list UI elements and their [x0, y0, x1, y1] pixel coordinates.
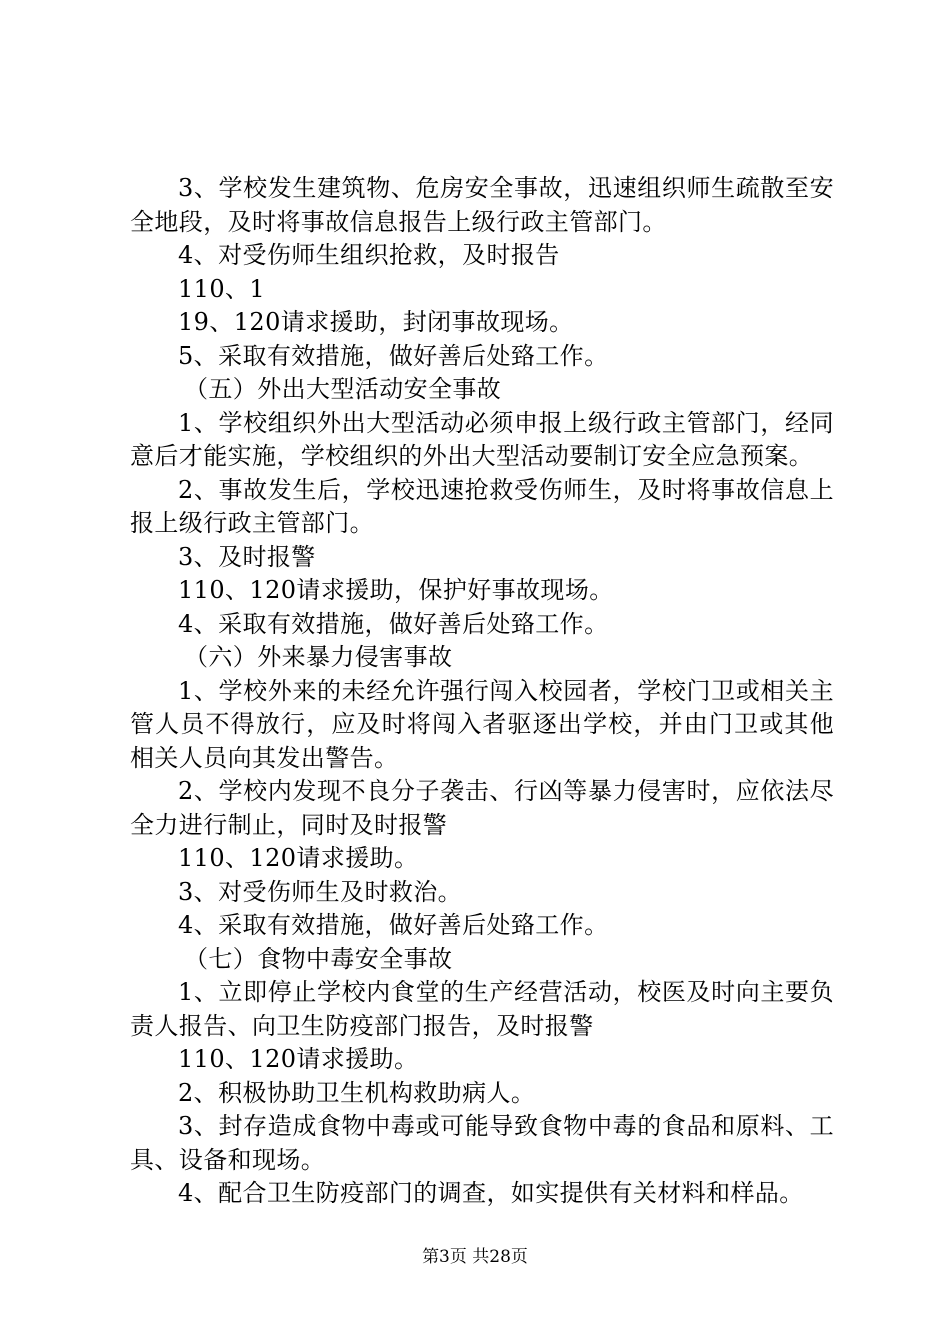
section-heading: （六）外来暴力侵害事故	[184, 643, 453, 671]
paragraph: 4、配合卫生防疫部门的调查，如实提供有关材料和样品。	[178, 1179, 804, 1207]
paragraph: 4、采取有效措施，做好善后处臵工作。	[178, 911, 609, 939]
paragraph: 110、120请求援助。	[178, 844, 419, 872]
paragraph: 19、120请求援助，封闭事故现场。	[178, 308, 574, 336]
section-heading: （五）外出大型活动安全事故	[184, 375, 502, 403]
paragraph: 2、积极协助卫生机构救助病人。	[178, 1078, 536, 1107]
paragraph: 4、采取有效措施，做好善后处臵工作。	[178, 609, 609, 638]
paragraph: 1、学校外来的未经允许强行闯入校园者，学校门卫或相关主管人员不得放行，应及时将闯入者驱逐出学校，并由门卫或其他相关人员向其发出警告。	[130, 676, 834, 772]
page-number-label: 第3页 共28页	[422, 1247, 528, 1267]
paragraph: 110、1	[178, 274, 266, 303]
paragraph: 110、120请求援助，保护好事故现场。	[178, 576, 614, 604]
paragraph: 3、学校发生建筑物、危房安全事故，迅速组织师生疏散至安全地段，及时将事故信息报告上级行政主管部门。	[130, 174, 834, 236]
page-footer	[0, 1242, 950, 1267]
paragraph: 3、及时报警	[178, 542, 316, 571]
document-body	[130, 172, 834, 1211]
paragraph: 3、封存造成食物中毒或可能导致食物中毒的食品和原料、工具、设备和现场。	[130, 1112, 834, 1174]
paragraph: 4、对受伤师生组织抢救，及时报告	[178, 241, 560, 269]
section-heading: （七）食物中毒安全事故	[184, 944, 453, 973]
paragraph: 3、对受伤师生及时救治。	[178, 877, 463, 906]
paragraph: 110、120请求援助。	[178, 1045, 419, 1073]
paragraph: 5、采取有效措施，做好善后处臵工作。	[178, 341, 609, 370]
paragraph: 2、事故发生后，学校迅速抢救受伤师生，及时将事故信息上报上级行政主管部门。	[130, 475, 834, 537]
paragraph: 1、学校组织外出大型活动必须申报上级行政主管部门，经同意后才能实施，学校组织的外出大型活动要制订安全应急预案。	[130, 408, 834, 470]
paragraph: 1、立即停止学校内食堂的生产经营活动，校医及时向主要负责人报告、向卫生防疫部门报告，及时报警	[130, 978, 834, 1040]
paragraph: 2、学校内发现不良分子袭击、行凶等暴力侵害时，应依法尽全力进行制止，同时及时报警	[130, 777, 834, 839]
